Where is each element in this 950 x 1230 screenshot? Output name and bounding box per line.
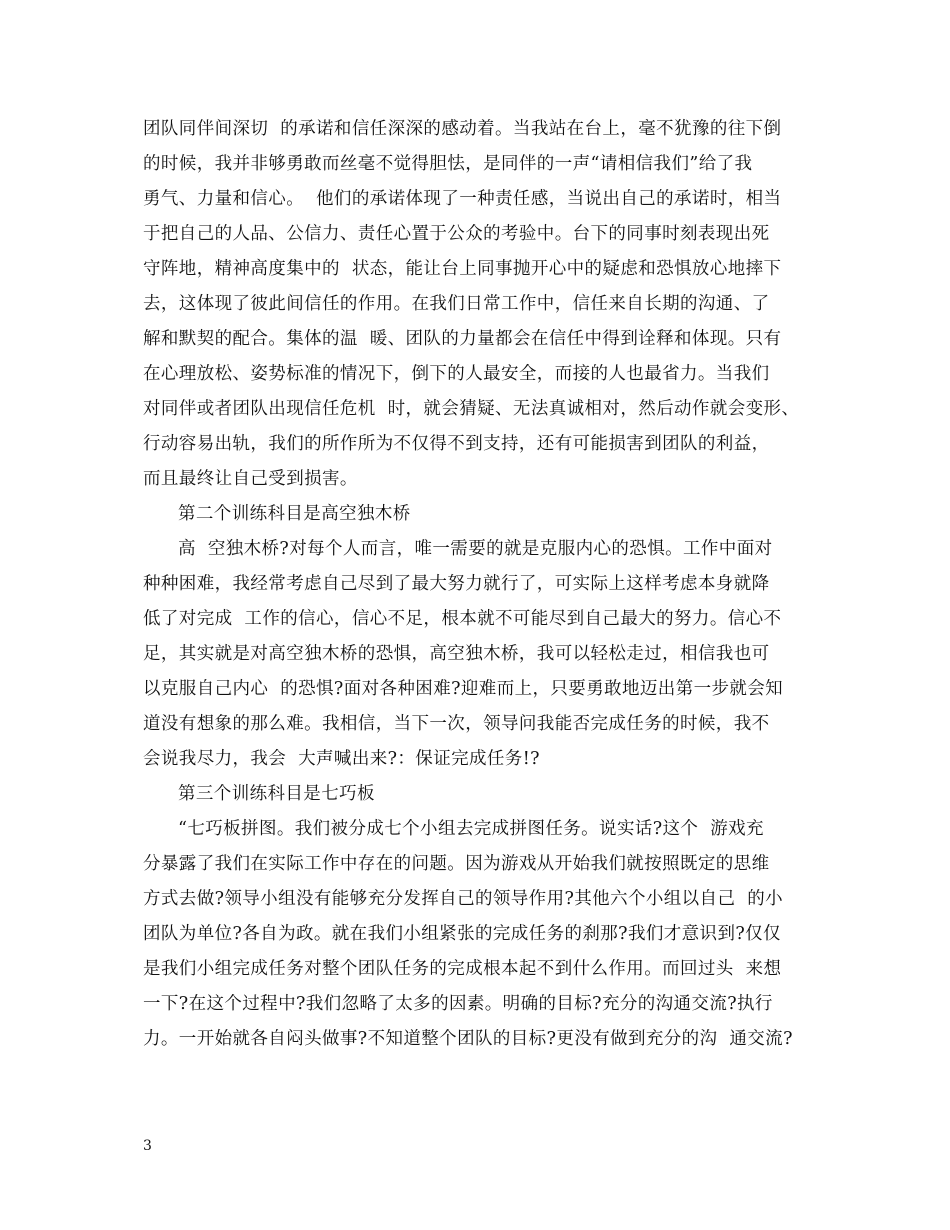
body-text-line: 一下?在这个过程中?我们忽略了太多的因素。明确的目标?充分的沟通交流?执行: [143, 994, 773, 1014]
body-text-line: 的时候，我并非够勇敢而丝毫不觉得胆怯，是同伴的一声“请相信我们”给了我: [143, 154, 753, 174]
body-text-line: 方式去做?领导小组没有能够充分发挥自己的领导作用?其他六个小组以自己 的小: [143, 889, 784, 909]
body-text-line: 低了对完成 工作的信心，信心不足，根本就不可能尽到自己最大的努力。信心不: [143, 609, 782, 629]
body-text-line: 种种困难，我经常考虑自己尽到了最大努力就行了，可实际上这样考虑本身就降: [143, 574, 770, 594]
body-text-line: 对同伴或者团队出现信任危机 时，就会猜疑、无法真诚相对，然后动作就会变形、: [143, 399, 800, 419]
body-text-line: 道没有想象的那么难。我相信，当下一次，领导问我能否完成任务的时候，我不: [143, 714, 770, 734]
body-text-line: 分暴露了我们在实际工作中存在的问题。因为游戏从开始我们就按照既定的思维: [143, 854, 770, 874]
body-text-line: 行动容易出轨，我们的所作所为不仅得不到支持，还有可能损害到团队的利益，: [143, 434, 770, 454]
body-text-line: 于把自己的人品、公信力、责任心置于公众的考验中。台下的同事时刻表现出死: [143, 224, 770, 244]
body-text-line: 守阵地，精神高度集中的 状态，能让台上同事抛开心中的疑虑和恐惧放心地摔下: [143, 259, 782, 279]
body-text-line: 是我们小组完成任务对整个团队任务的完成根本起不到什么作用。而回过头 来想: [143, 959, 782, 979]
body-text-line: 以克服自己内心 的恐惧?面对各种困难?迎难而上，只要勇敢地迈出第一步就会知: [143, 679, 784, 699]
body-text-line: 勇气、力量和信心。 他们的承诺体现了一种责任感，当说出自己的承诺时，相当: [143, 189, 782, 209]
body-text-line: 在心理放松、姿势标准的情况下，倒下的人最安全，而接的人也最省力。当我们: [143, 364, 770, 384]
body-text-line: 团队同伴间深切 的承诺和信任深深的感动着。当我站在台上，毫不犹豫的往下倒: [143, 119, 782, 139]
page-number: 3: [143, 1138, 152, 1154]
body-text-line: 去，这体现了彼此间信任的作用。在我们日常工作中，信任来自长期的沟通、了: [143, 294, 770, 314]
body-text-line: 解和默契的配合。集体的温 暖、团队的力量都会在信任中得到诠释和体现。只有: [143, 329, 782, 349]
body-text-line: 而且最终让自己受到损害。: [143, 469, 358, 489]
section-heading: 第三个训练科目是七巧板: [178, 784, 375, 804]
body-text-line: 会说我尽力，我会 大声喊出来?：保证完成任务!?: [143, 749, 540, 769]
body-text-line: 力。一开始就各自闷头做事?不知道整个团队的目标?更没有做到充分的沟 通交流?: [143, 1029, 793, 1049]
body-text-line: 团队为单位?各自为政。就在我们小组紧张的完成任务的刹那?我们才意识到?仅仅: [143, 924, 781, 944]
section-heading: 第二个训练科目是高空独木桥: [178, 504, 411, 524]
body-text-line: 足，其实就是对高空独木桥的恐惧，高空独木桥，我可以轻松走过，相信我也可: [143, 644, 770, 664]
body-text-line: 高 空独木桥?对每个人而言，唯一需要的就是克服内心的恐惧。工作中面对: [178, 539, 773, 559]
body-text-line: “七巧板拼图。我们被分成七个小组去完成拼图任务。说实话?这个 游戏充: [178, 819, 764, 839]
